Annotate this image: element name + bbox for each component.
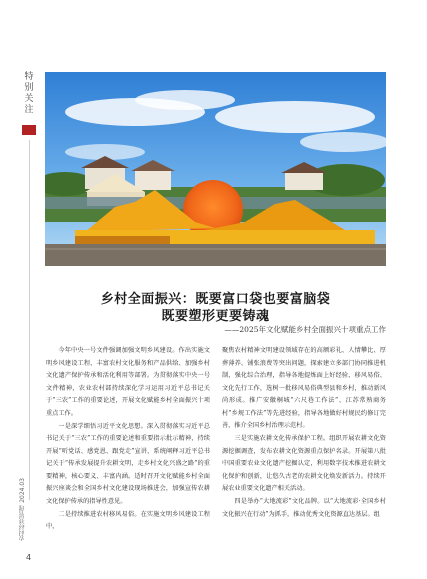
section-label-char: 别 (24, 83, 34, 93)
article-title-line-1: 乡村全面振兴：既要富口袋也要富脑袋 (100, 292, 331, 307)
section-label-char: 注 (24, 105, 34, 115)
article-subtitle: ——2025年文化赋能乡村全面振兴十项重点工作 (224, 325, 386, 334)
left-text-column (46, 345, 210, 534)
paragraph: 二是持续推进农村移风易俗。在实施文明乡风建设工程中， (46, 510, 210, 530)
section-label-char: 关 (24, 94, 34, 104)
journal-footer: 农村经营管理 2024.03 (19, 478, 26, 541)
section-accent-bar (22, 125, 36, 135)
section-label-char: 特 (24, 72, 34, 82)
paragraph: 今年中央一号文件强调加强文明乡风建设。作出实施文明乡风建设工程、丰富农村文化服务和产品供给、加强乡村文化遗产保护传承和活化利用等部署。为贯彻落实中央一号文件精神，农业农村部持续深化学习运用习近平总书记关于“三农”工作的重要论述，开展文化赋能乡村全面振兴十项重点工作。 (46, 347, 210, 417)
article-title-line-2: 既要塑形更要铸魂 (161, 309, 270, 324)
paragraph: 三是实施农耕文化传承保护工程。组织开展农耕文化资源挖掘调查，发布农耕文化资源重点保护名录。开展第八批中国重要农业文化遗产挖掘认定，利用数字技术推进农耕文化保护和创新，让悠久古老的农耕文化焕发新活力。持续开展农业重要文化遗产相关活动。 (222, 435, 386, 492)
section-label (22, 72, 36, 116)
page-number: 4 (26, 553, 32, 562)
sidebar-divider (29, 140, 30, 500)
paragraph: 一是深学细悟习近平文化思想。深入贯彻落实习近平总书记关于“三农”工作的重要论述和重要指示批示精神，持续开展“听党话、感党恩、跟党走”宣讲，系统阐释习近平总书记关于“传承发展提升农耕文明，走乡村文化兴盛之路”的重要精神，核心要义、丰富内涵。适时召开文化赋能乡村全面振兴座谈会和全国乡村文化建设现场推进会，加强宣传农耕文化保护传承的指导性意见。 (46, 422, 210, 505)
right-text-column (222, 345, 386, 521)
harvest-festival-photo (45, 72, 386, 266)
paragraph: 四是举办“大地流彩”文化品牌。以“大地流彩·全国乡村文化振兴在行动”为抓手，推动优秀文化资源直达基层。组 (222, 498, 386, 518)
paragraph: 聚焦农村精神文明建设领域存在的高额彩礼、人情攀比、厚葬薄养、铺张浪费等突出问题，探索建立多部门协同推进机制，强化综合治理，指导各地提炼面上好经验、移风易俗、文化先行工作，选树一批移风易俗典型县和乡村，推动新风尚形成。推广安徽桐城“六尺巷工作法”、江苏常熟商务村“乡规工作法”等先进经验，指导各地做好村规民约修订完善，推介全国乡村治理示范村。 (222, 347, 386, 429)
